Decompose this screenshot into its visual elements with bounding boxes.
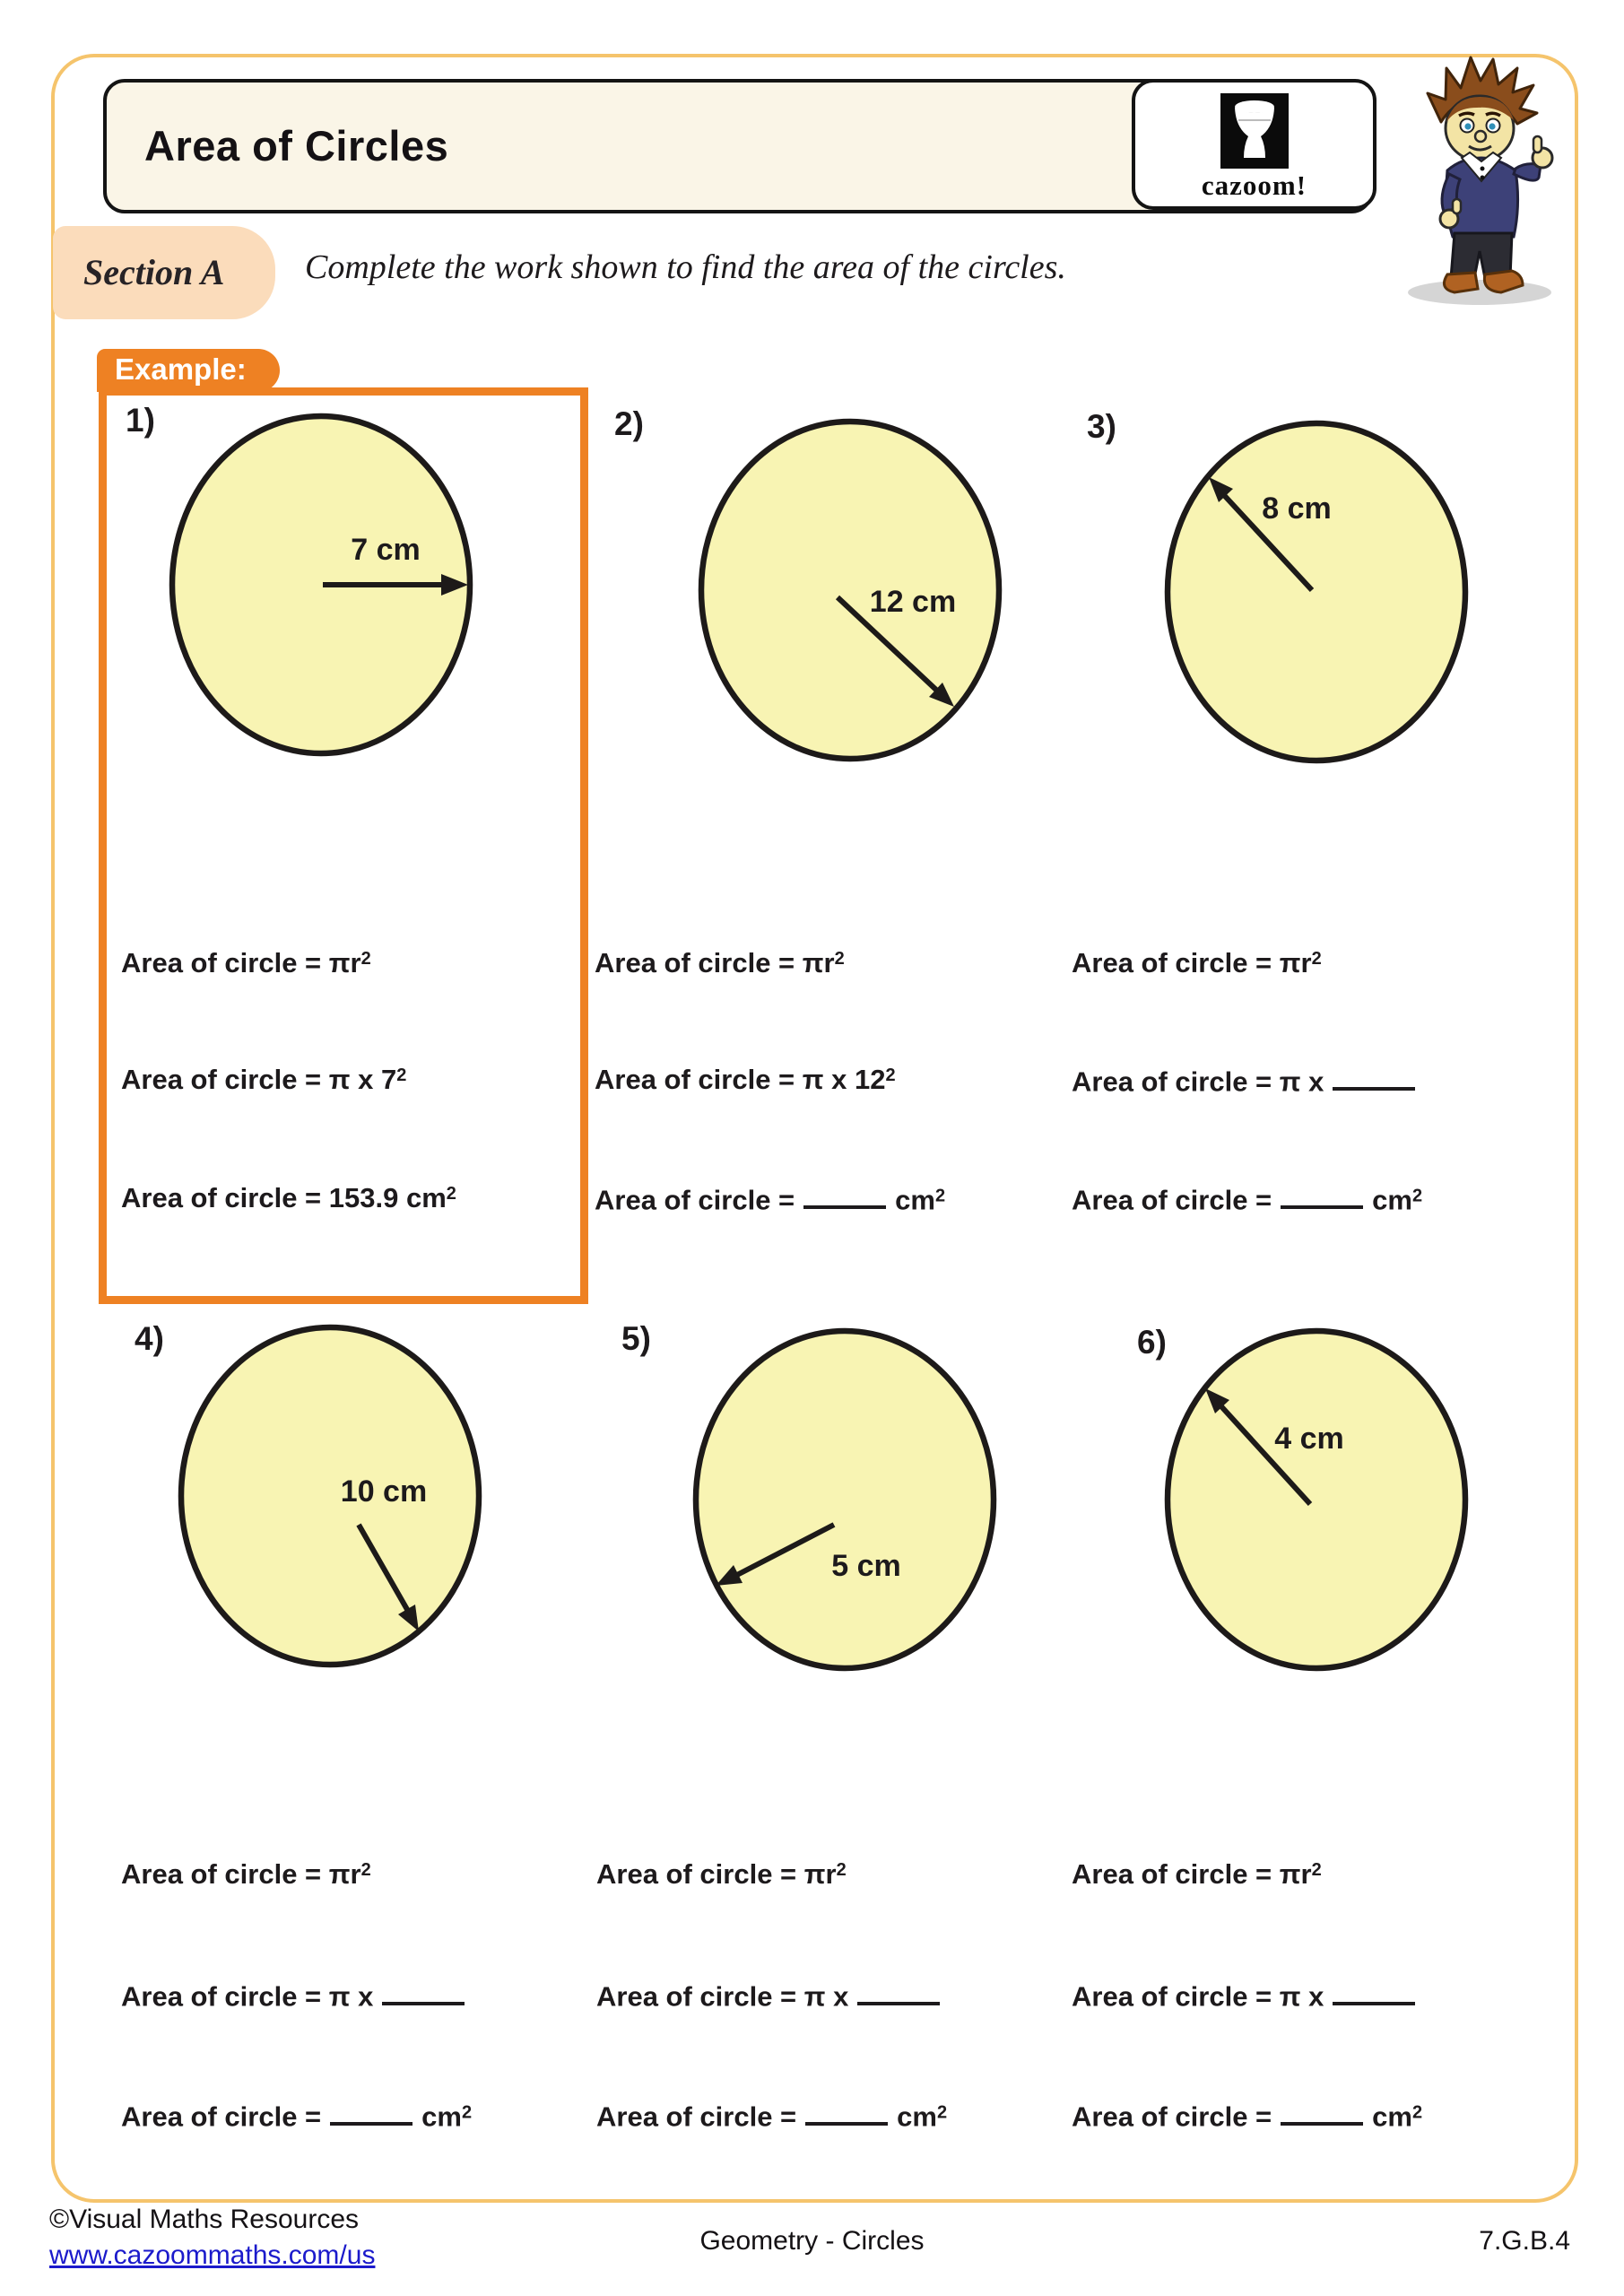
cazoom-logo: [1132, 79, 1376, 210]
circle-figure-6: [1155, 1320, 1478, 1679]
problem-4-number: 4): [135, 1320, 164, 1357]
p5-equation-formula: Area of circle = $\pi r^2$: [596, 1858, 847, 1890]
answer-blank: [1281, 1182, 1363, 1209]
footer-topic: Geometry - Circles: [699, 2226, 925, 2256]
mascot-boy-illustration: [1392, 43, 1571, 312]
example-tab: [97, 349, 280, 392]
problem-6-number: 6): [1137, 1324, 1167, 1361]
section-instruction: Complete the work shown to find the area of the circles.: [305, 248, 1066, 286]
answer-blank: [1333, 1064, 1415, 1091]
p5-equation-substitute: Area of circle = π x: [596, 1979, 949, 2013]
p1-equation-formula: Area of circle = $\pi r^2$: [121, 947, 371, 978]
p2-equation-formula: Area of circle = $\pi r^2$: [595, 947, 845, 978]
radius-label-4: 10 cm: [340, 1474, 428, 1509]
circle-figure-5: [683, 1320, 1006, 1679]
p6-equation-answer: Area of circle = $cm^2$: [1072, 2099, 1422, 2133]
drum-icon: [1220, 93, 1289, 169]
p6-equation-substitute: Area of circle = π x: [1072, 1979, 1424, 2013]
answer-blank: [805, 2099, 888, 2126]
p4-equation-formula: Area of circle = $\pi r^2$: [121, 1858, 371, 1890]
p4-equation-answer: Area of circle = $cm^2$: [121, 2099, 472, 2133]
p5-equation-answer: Area of circle = $cm^2$: [596, 2099, 947, 2133]
circle-figure-3: [1155, 413, 1478, 771]
problem-3-number: 3): [1087, 408, 1116, 445]
title-box: [103, 79, 1373, 213]
problem-1-number: 1): [126, 402, 155, 439]
p3-equation-formula: Area of circle = $\pi r^2$: [1072, 947, 1322, 978]
section-a-label: Section A: [83, 252, 225, 292]
footer-copyright: ©Visual Maths Resources: [49, 2205, 360, 2234]
radius-label-6: 4 cm: [1274, 1422, 1344, 1456]
answer-blank: [382, 1979, 465, 2005]
answer-blank: [803, 1182, 886, 1209]
footer-link[interactable]: www.cazoommaths.com/us: [49, 2240, 376, 2270]
problem-5-number: 5): [621, 1320, 651, 1357]
radius-label-2: 12 cm: [869, 585, 957, 619]
p4-equation-substitute: Area of circle = π x: [121, 1979, 473, 2013]
radius-label-5: 5 cm: [831, 1549, 901, 1583]
radius-label-1: 7 cm: [351, 533, 421, 567]
logo-wordmark: cazoom!: [1201, 170, 1307, 201]
answer-blank: [1333, 1979, 1415, 2005]
answer-blank: [857, 1979, 940, 2005]
p2-equation-substitute: Area of circle = π x $12^2$: [595, 1064, 896, 1095]
circle-figure-1: [160, 405, 482, 764]
p3-equation-substitute: Area of circle = π x: [1072, 1064, 1424, 1098]
p1-equation-substitute: Area of circle = π x $7^2$: [121, 1064, 407, 1095]
p1-equation-answer: Area of circle = 153.9 $cm^2$: [121, 1182, 456, 1213]
radius-label-3: 8 cm: [1262, 491, 1332, 526]
p3-equation-answer: Area of circle = $cm^2$: [1072, 1182, 1422, 1216]
p2-equation-answer: Area of circle = $cm^2$: [595, 1182, 945, 1216]
example-label: Example:: [115, 352, 247, 386]
answer-blank: [330, 2099, 413, 2126]
answer-blank: [1281, 2099, 1363, 2126]
circle-figure-2: [689, 411, 1012, 770]
problem-2-number: 2): [614, 405, 644, 442]
section-a-pill: [53, 226, 275, 319]
p6-equation-formula: Area of circle = $\pi r^2$: [1072, 1858, 1322, 1890]
footer-standard-code: 7.G.B.4: [1479, 2226, 1570, 2256]
circle-figure-4: [169, 1317, 491, 1675]
page-title: Area of Circles: [144, 122, 449, 170]
